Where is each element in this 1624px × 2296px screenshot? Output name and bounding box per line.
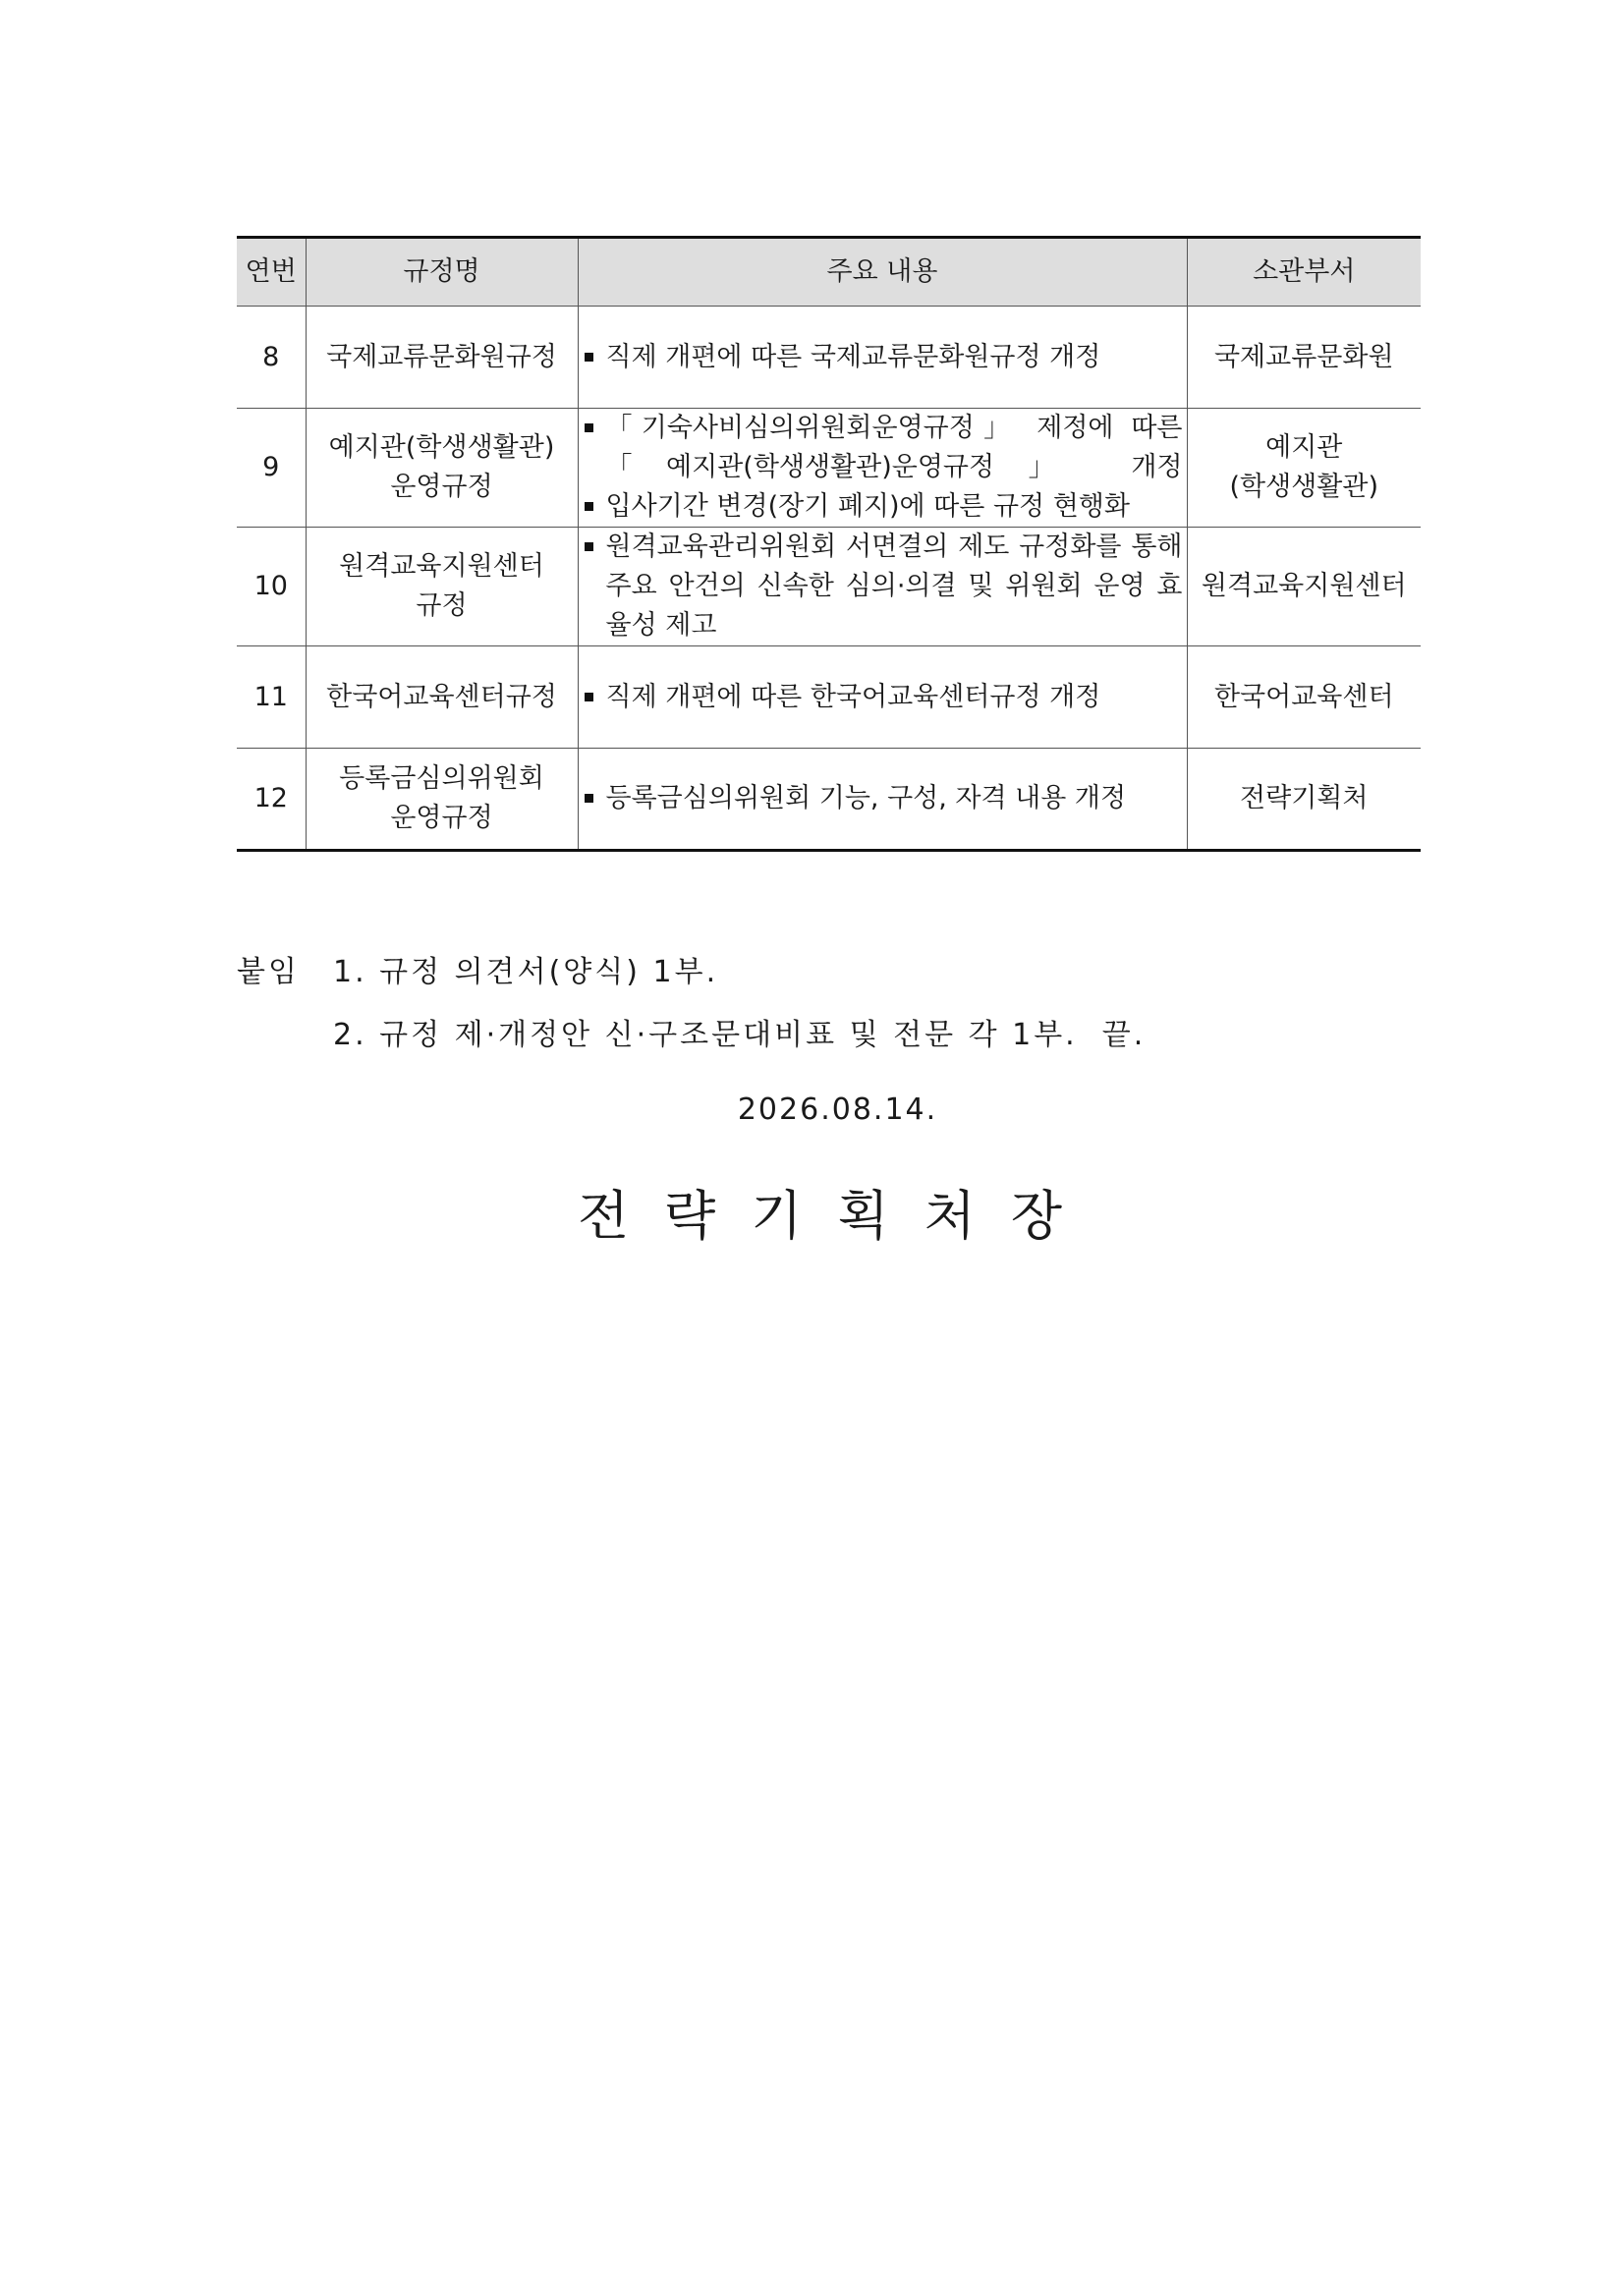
row-name — [306, 409, 578, 528]
row-dept — [1187, 646, 1421, 749]
content-bullet: 직제 개편에 따른 한국어교육센터규정 개정 — [583, 678, 1183, 717]
attachment-item: 2. 규정 제·개정안 신·구조문대비표 및 전문 각 1부. 끝. — [333, 1018, 1147, 1052]
row-name-line: 원격교육지원센터 — [339, 551, 544, 582]
row-name — [306, 528, 578, 646]
row-name-line: 운영규정 — [390, 472, 493, 502]
row-content — [578, 528, 1187, 646]
row-no: 10 — [237, 528, 306, 646]
attachment-item: 1. 규정 의견서(양식) 1부. — [333, 955, 719, 989]
row-name-line: 한국어교육센터규정 — [326, 681, 557, 712]
attachment-row — [237, 1004, 1146, 1067]
row-no: 8 — [237, 307, 306, 409]
row-name — [306, 646, 578, 749]
content-bullet: 입사기간 변경(장기 폐지)에 따른 규정 현행화 — [583, 487, 1183, 527]
table-row — [237, 528, 1421, 646]
signer-title: 전략기획처장 — [578, 1185, 1097, 1247]
document-date: 2026.08.14. — [737, 1092, 938, 1127]
row-content — [578, 409, 1187, 528]
row-name — [306, 749, 578, 851]
attachments-section — [237, 941, 1146, 1067]
row-name-line: 규정 — [416, 590, 468, 621]
row-content — [578, 646, 1187, 749]
row-name — [306, 307, 578, 409]
row-dept-line: 원격교육지원센터 — [1201, 571, 1407, 601]
row-content — [578, 749, 1187, 851]
row-name-line: 등록금심의위원회 — [339, 763, 544, 794]
row-no: 9 — [237, 409, 306, 528]
row-name-line: 운영규정 — [390, 803, 493, 833]
header-name: 규정명 — [306, 238, 578, 307]
row-dept-line: 예지관 — [1265, 432, 1343, 463]
row-name-line: 국제교류문화원규정 — [326, 341, 557, 372]
row-dept — [1187, 409, 1421, 528]
row-dept — [1187, 749, 1421, 851]
row-content — [578, 307, 1187, 409]
table-row — [237, 409, 1421, 528]
table-row — [237, 749, 1421, 851]
attachment-row — [237, 941, 1146, 1004]
row-dept — [1187, 528, 1421, 646]
header-dept: 소관부서 — [1187, 238, 1421, 307]
content-bullet: 「기숙사비심의위원회운영규정」 제정에 따른 「예지관(학생생활관)운영규정」 개정 — [583, 409, 1183, 487]
content-bullet: 원격교육관리위원회 서면결의 제도 규정화를 통해 주요 안건의 신속한 심의·의결 및 위원회 운영 효율성 제고 — [583, 528, 1183, 645]
header-no: 연번 — [237, 238, 306, 307]
row-name-line: 예지관(학생생활관) — [328, 432, 555, 463]
attachments-label: 붙임 — [237, 955, 300, 989]
row-dept-line: 한국어교육센터 — [1213, 681, 1394, 712]
content-bullet: 등록금심의위원회 기능, 구성, 자격 내용 개정 — [583, 779, 1183, 818]
content-bullet: 직제 개편에 따른 국제교류문화원규정 개정 — [583, 338, 1183, 377]
row-dept — [1187, 307, 1421, 409]
row-dept-line: 전략기획처 — [1240, 783, 1369, 813]
row-dept-line: 국제교류문화원 — [1213, 341, 1394, 372]
table-row — [237, 307, 1421, 409]
regulation-table — [237, 236, 1421, 852]
row-dept-line: (학생생활관) — [1229, 472, 1378, 502]
table-row — [237, 646, 1421, 749]
table-header-row — [237, 238, 1421, 307]
header-content: 주요 내용 — [578, 238, 1187, 307]
row-no: 11 — [237, 646, 306, 749]
row-no: 12 — [237, 749, 306, 851]
